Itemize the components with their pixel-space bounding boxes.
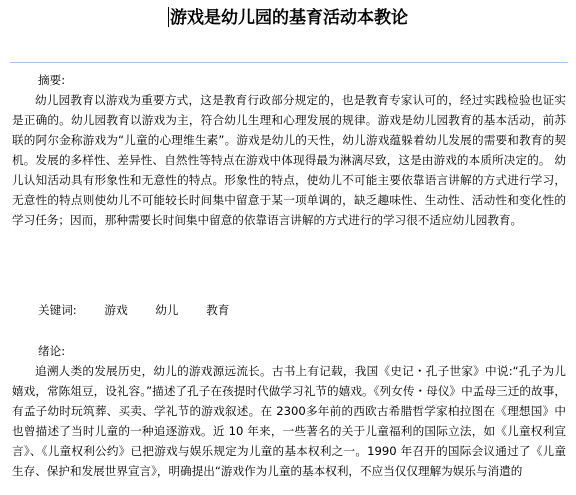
intro-paragraph[interactable]: 追溯人类的发展历史，幼儿的游戏源远流长。古书上有记载，我国《史记・孔子世家》中说:“孔子为儿嬉戏，常陈俎豆，设礼容。”描述了孔子在孩提时代做学习礼节的嬉戏。《列女传・母仪》中孟母三迁的故事，有孟子幼时玩筑葬、买卖、学礼节的游戏叙述。在 2300多年前的西欧古希腊哲学家柏拉图在《理想国》中也曾描述了当时儿童的一种追逐游戏。近 10 年来，一些著名的关于儿童福利的国际立法，如《儿童权利宣言》、《儿童权利公约》已把游戏与娱乐规定为儿童的基本权利之一。1990 年召开的国际会议通过了《儿童生存、保护和发展世界宣言》，明确提出“游戏作为儿童的基本权利，不应当仅仅理解为娱乐与消遣的	[12, 364, 566, 478]
text-cursor	[168, 7, 169, 27]
keywords-line	[38, 300, 253, 320]
keyword-item[interactable]: 教育	[206, 303, 230, 317]
intro-label[interactable]: 绪论:	[38, 344, 66, 358]
abstract-label[interactable]: 摘要:	[38, 73, 66, 87]
keyword-item[interactable]: 幼儿	[155, 303, 179, 317]
abstract-paragraph[interactable]: 幼儿园教育以游戏为重要方式，这是教育行政部分规定的，也是教育专家认可的，经过实践检验也证实是正确的。幼儿园教育以游戏为主，符合幼儿生理和心理发展的规律。游戏是幼儿园教育的基本活动，前苏联的阿尔金称游戏为“儿童的心理维生素”。游戏是幼儿的天性，幼儿游戏蕴躲着幼儿发展的需要和教育的契机。发展的多样性、差异性、自然性等特点在游戏中体现得最为淋漓尽致，这是由游戏的本质所决定的。 幼儿认知活动具有形象性和无意性的特点。形象性的特点，使幼儿不可能主要依靠语言讲解的方式进行学习，无意性的特点则使幼儿不可能较长时间集中留意于某一项单调的，缺乏趣味性、生动性、活动性和变化性的学习任务；因而，那种需要长时间集中留意的依靠语言讲解的方式进行的学习很不适应幼儿园教育。	[12, 93, 566, 227]
keywords-label[interactable]: 关键词:	[38, 303, 77, 317]
document-title-line	[0, 6, 576, 30]
header-divider	[10, 62, 568, 63]
document-title[interactable]: 游戏是幼儿园的基育活动本教论	[170, 8, 408, 28]
keyword-item[interactable]: 游戏	[104, 303, 128, 317]
